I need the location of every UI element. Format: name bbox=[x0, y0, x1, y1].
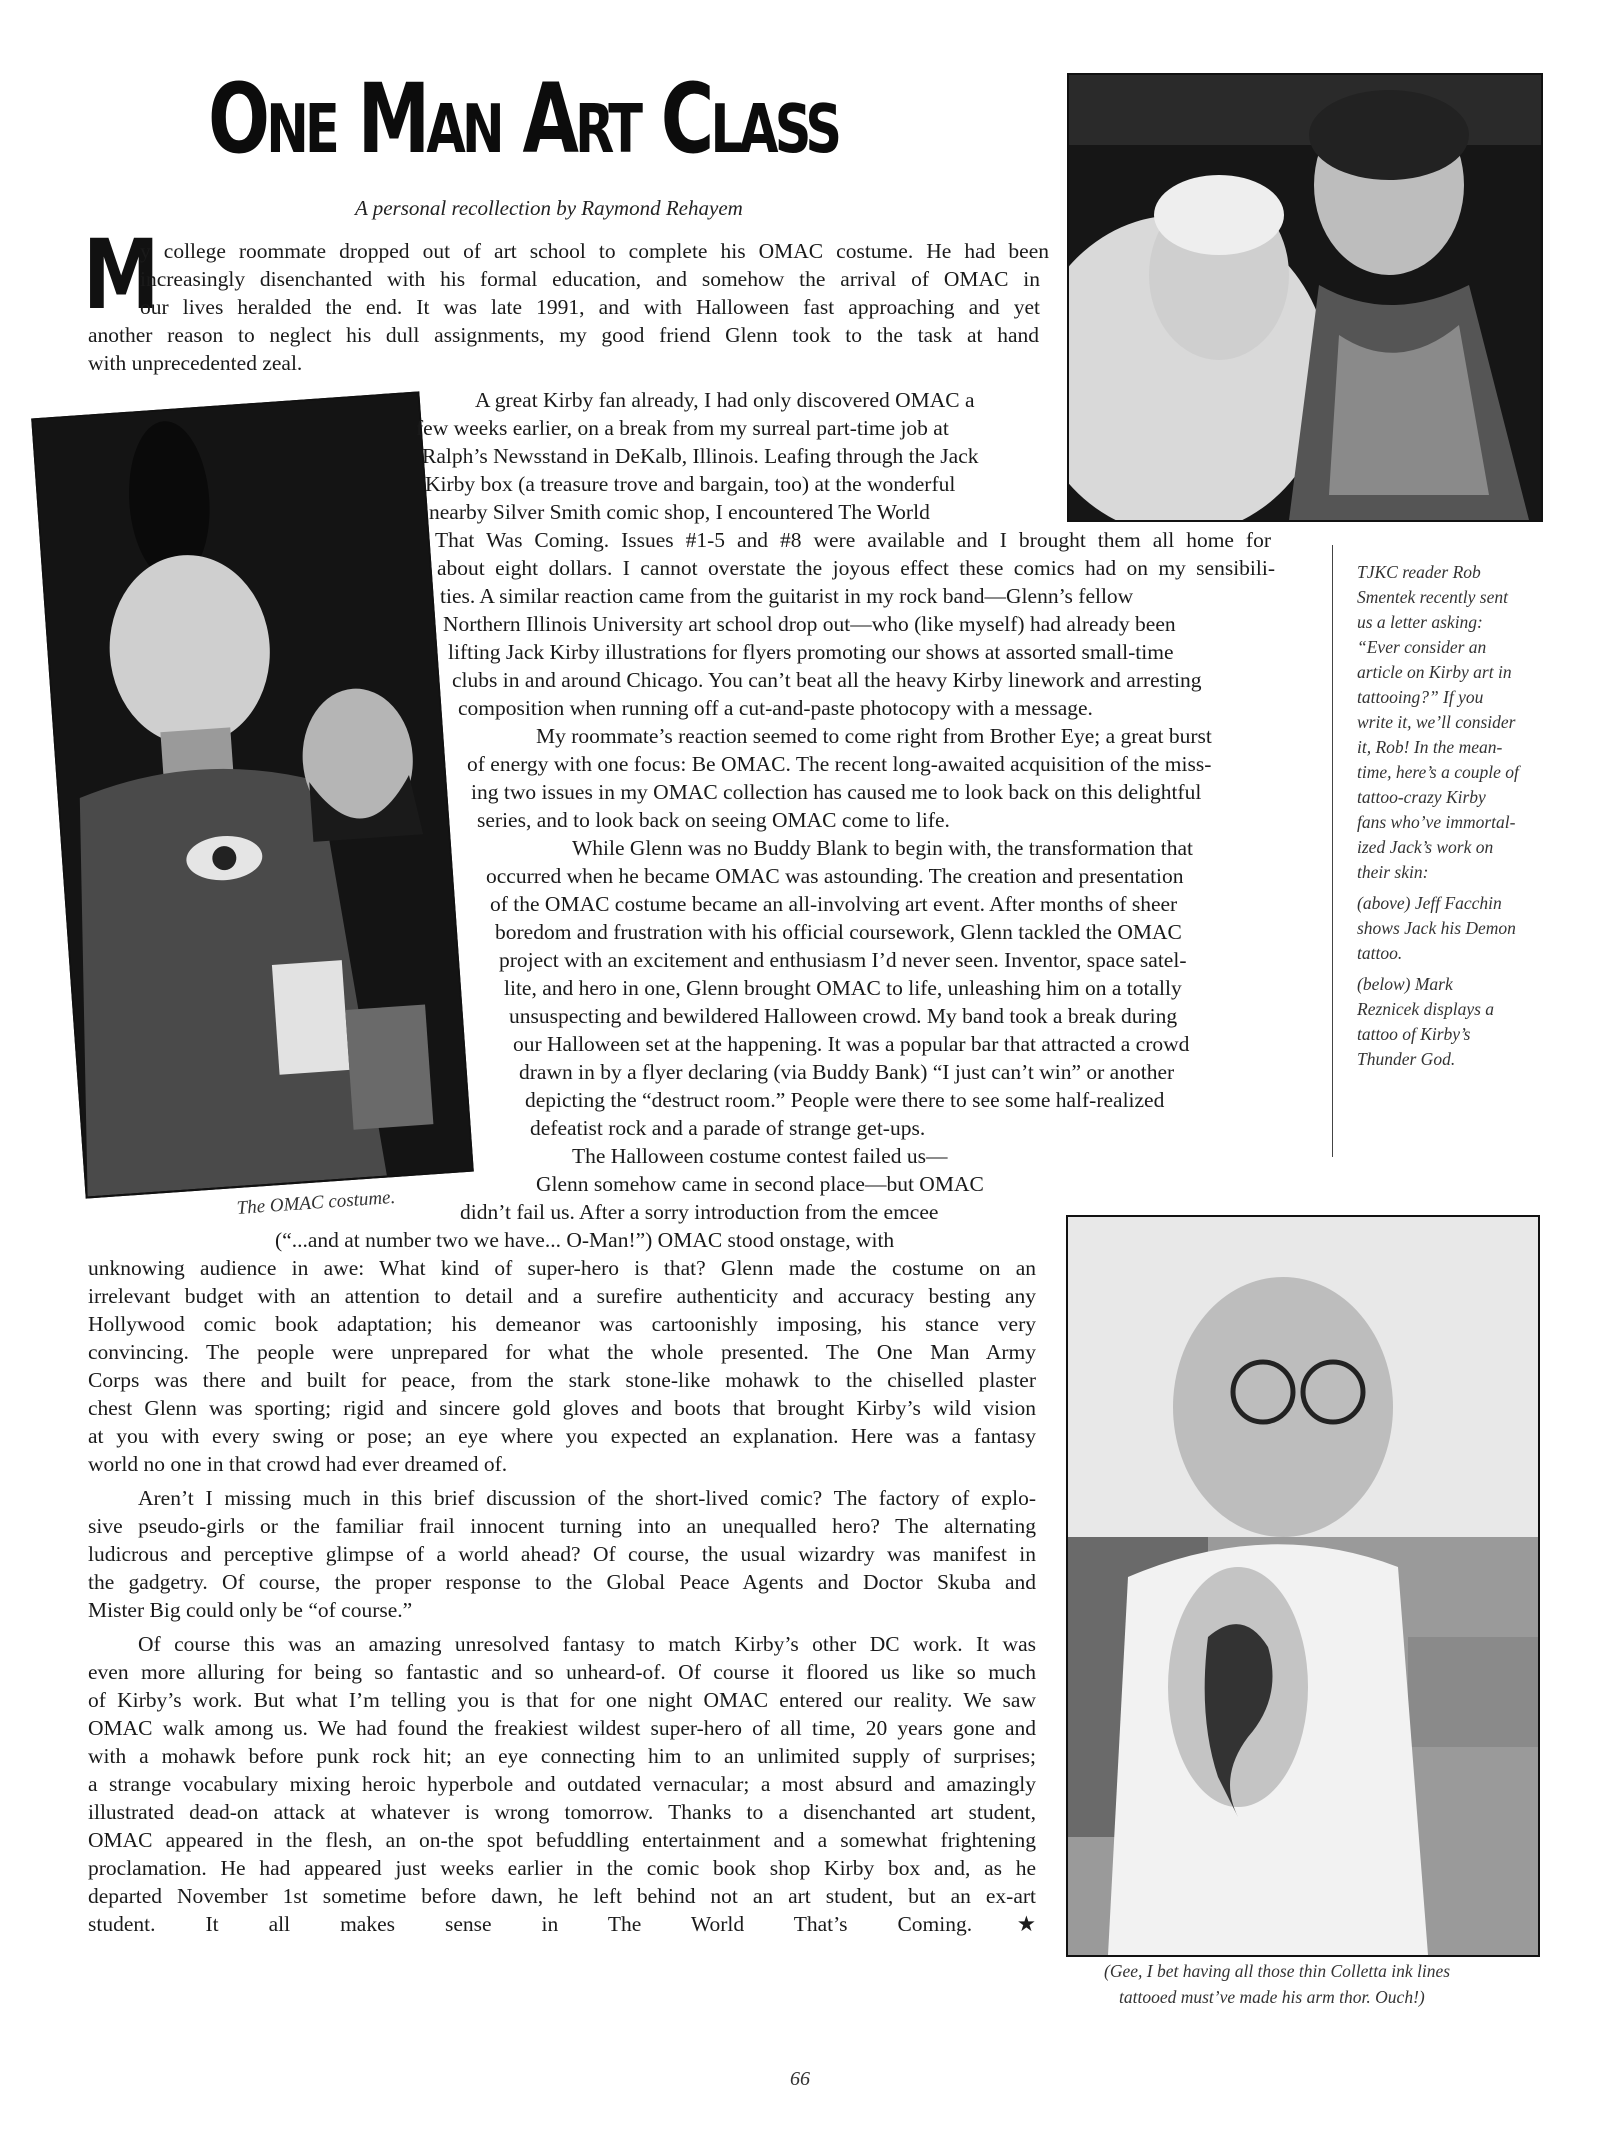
body-line-60: student. It all makes sense in The World That’s Coming.★ bbox=[88, 1912, 1036, 1936]
body-line-23: occurred when he became OMAC was astounding. The creation and presentation bbox=[486, 864, 1184, 888]
caption-omac-costume: The OMAC costume. bbox=[236, 1186, 396, 1219]
sidebar-line: their skin: bbox=[1357, 862, 1429, 882]
sidebar-line: Reznicek displays a bbox=[1357, 999, 1495, 1019]
sidebar-line: article on Kirby art in bbox=[1357, 662, 1512, 682]
sidebar-line: shows Jack his Demon bbox=[1357, 918, 1516, 938]
body-line-4: another reason to neglect his dull assignments, my good friend Glenn took to the task at hand bbox=[88, 323, 1039, 347]
body-line-31: depicting the “destruct room.” People were there to see some half-realized bbox=[525, 1088, 1165, 1112]
sidebar-line: tattoo of Kirby’s bbox=[1357, 1024, 1471, 1044]
body-line-3: our lives heralded the end. It was late 1991, and with Halloween fast approaching and yet bbox=[140, 295, 1040, 319]
body-line-21: series, and to look back on seeing OMAC come to life. bbox=[477, 808, 950, 832]
body-line-12: about eight dollars. I cannot overstate the joyous effect these comics had on my sensibili- bbox=[437, 556, 1275, 580]
body-line-34: Glenn somehow came in second place—but OMAC bbox=[536, 1172, 984, 1196]
body-line-53: OMAC walk among us. We had found the freakiest wildest super-hero of all time, 20 years gone and bbox=[88, 1716, 1036, 1740]
sidebar-line: (below) Mark bbox=[1357, 974, 1453, 994]
body-line-27: lite, and hero in one, Glenn brought OMAC to life, unleashing him on a totally bbox=[504, 976, 1182, 1000]
sidebar-line: write it, we’ll consider bbox=[1357, 712, 1516, 732]
body-line-42: chest Glenn was sporting; rigid and sincere gold gloves and boots that brought Kirby’s wild vision bbox=[88, 1396, 1036, 1420]
sidebar-divider bbox=[1332, 545, 1333, 1157]
body-line-39: Hollywood comic book adaptation; his demeanor was cartoonishly imposing, his stance very bbox=[88, 1312, 1036, 1336]
body-line-20: ing two issues in my OMAC collection has caused me to look back on this delightful bbox=[471, 780, 1202, 804]
body-line-32: defeatist rock and a parade of strange get-ups. bbox=[530, 1116, 926, 1140]
body-line-14: Northern Illinois University art school drop out—who (like myself) had already been bbox=[443, 612, 1176, 636]
body-line-57: OMAC appeared in the flesh, an on-the spot befuddling entertainment and a somewhat frightening bbox=[88, 1828, 1036, 1852]
sidebar-line: TJKC reader Rob bbox=[1357, 562, 1481, 582]
page-number: 66 bbox=[790, 2068, 810, 2090]
body-line-33: The Halloween costume contest failed us— bbox=[572, 1144, 948, 1168]
photo-omac-costume bbox=[31, 391, 474, 1198]
body-line-11: That Was Coming. Issues #1-5 and #8 were available and I brought them all home for bbox=[435, 528, 1271, 552]
body-line-29: our Halloween set at the happening. It was a popular bar that attracted a crowd bbox=[513, 1032, 1190, 1056]
body-line-6: A great Kirby fan already, I had only discovered OMAC a bbox=[475, 388, 975, 412]
body-line-7: few weeks earlier, on a break from my surreal part-time job at bbox=[416, 416, 949, 440]
sidebar-line: tattooing?” If you bbox=[1357, 687, 1484, 707]
body-line-5: with unprecedented zeal. bbox=[88, 351, 303, 375]
body-line-49: Mister Big could only be “of course.” bbox=[88, 1598, 413, 1622]
body-line-43: at you with every swing or pose; an eye where you expected an explanation. Here was a fantasy bbox=[88, 1424, 1036, 1448]
body-line-8: Ralph’s Newsstand in DeKalb, Illinois. Leafing through the Jack bbox=[422, 444, 979, 468]
byline: A personal recollection by Raymond Rehayem bbox=[355, 196, 743, 220]
photo-kirby-and-fan bbox=[1067, 73, 1543, 522]
drop-cap: M bbox=[83, 219, 160, 331]
body-line-45: Aren’t I missing much in this brief discussion of the short-lived comic? The factory of explo- bbox=[138, 1486, 1036, 1510]
body-line-58: proclamation. He had appeared just weeks earlier in the comic book shop Kirby box and, as he bbox=[88, 1856, 1036, 1880]
body-line-35: didn’t fail us. After a sorry introduction from the emcee bbox=[460, 1200, 939, 1224]
body-line-41: Corps was there and built for peace, from the stark stone-like mohawk to the chiselled plaster bbox=[88, 1368, 1036, 1392]
sidebar-line: Thunder God. bbox=[1357, 1049, 1456, 1069]
sidebar-line: tattoo. bbox=[1357, 943, 1403, 963]
sidebar-line: Smentek recently sent bbox=[1357, 587, 1508, 607]
body-line-54: with a mohawk before punk rock hit; an eye connecting him to an unlimited supply of surprises; bbox=[88, 1744, 1036, 1768]
body-line-47: ludicrous and perceptive glimpse of a world ahead? Of course, the usual wizardry was manifest in bbox=[88, 1542, 1036, 1566]
sidebar-line: “Ever consider an bbox=[1357, 637, 1487, 657]
body-line-24: of the OMAC costume became an all-involving art event. After months of sheer bbox=[490, 892, 1178, 916]
sidebar-line: time, here’s a couple of bbox=[1357, 762, 1519, 782]
article-title: One Man Art Class bbox=[208, 63, 839, 175]
body-line-25: boredom and frustration with his official coursework, Glenn tackled the OMAC bbox=[495, 920, 1182, 944]
sidebar-line: ized Jack’s work on bbox=[1357, 837, 1494, 857]
body-line-50: Of course this was an amazing unresolved fantasy to match Kirby’s other DC work. It was bbox=[138, 1632, 1036, 1656]
body-line-37: unknowing audience in awe: What kind of super-hero is that? Glenn made the costume on an bbox=[88, 1256, 1036, 1280]
body-line-9: Kirby box (a treasure trove and bargain, too) at the wonderful bbox=[425, 472, 956, 496]
caption-tattoo-line-2: tattooed must’ve made his arm thor. Ouch!) bbox=[1119, 1987, 1425, 2007]
body-line-19: of energy with one focus: Be OMAC. The recent long-awaited acquisition of the miss- bbox=[467, 752, 1212, 776]
body-line-13: ties. A similar reaction came from the guitarist in my rock band—Glenn’s fellow bbox=[440, 584, 1134, 608]
body-line-2: increasingly disenchanted with his formal education, and somehow the arrival of OMAC in bbox=[140, 267, 1040, 291]
sidebar-line: fans who’ve immortal- bbox=[1357, 812, 1516, 832]
body-line-36: (“...and at number two we have... O-Man!”) OMAC stood onstage, with bbox=[275, 1228, 895, 1252]
sidebar-line: us a letter asking: bbox=[1357, 612, 1483, 632]
body-line-48: the gadgetry. Of course, the proper response to the Global Peace Agents and Doctor Skuba and bbox=[88, 1570, 1036, 1594]
body-line-22: While Glenn was no Buddy Blank to begin with, the transformation that bbox=[572, 836, 1194, 860]
body-line-1: y college roommate dropped out of art school to complete his OMAC costume. He had been bbox=[140, 239, 1049, 263]
body-line-51: even more alluring for being so fantastic and so unheard-of. Of course it floored us like so much bbox=[88, 1660, 1036, 1684]
body-line-59: departed November 1st sometime before dawn, he left behind not an art student, but an ex-art bbox=[88, 1884, 1036, 1908]
body-line-30: drawn in by a flyer declaring (via Buddy Bank) “I just can’t win” or another bbox=[519, 1060, 1175, 1084]
body-line-55: a strange vocabulary mixing heroic hyperbole and outdated vernacular; a most absurd and amazingly bbox=[88, 1772, 1036, 1796]
body-line-16: clubs in and around Chicago. You can’t beat all the heavy Kirby linework and arresting bbox=[452, 668, 1202, 692]
body-line-56: illustrated dead-on attack at whatever is wrong tomorrow. Thanks to a disenchanted art student, bbox=[88, 1800, 1036, 1824]
caption-tattoo-line-1: (Gee, I bet having all those thin Colletta ink lines bbox=[1104, 1961, 1451, 1981]
body-line-52: of Kirby’s work. But what I’m telling you is that for one night OMAC entered our reality. We saw bbox=[88, 1688, 1036, 1712]
sidebar-line: (above) Jeff Facchin bbox=[1357, 893, 1502, 913]
sidebar-note bbox=[1357, 560, 1547, 1072]
photo-tattoo bbox=[1066, 1215, 1540, 1957]
body-line-10: nearby Silver Smith comic shop, I encountered The World bbox=[429, 500, 930, 524]
body-line-28: unsuspecting and bewildered Halloween crowd. My band took a break during bbox=[509, 1004, 1178, 1028]
sidebar-line: it, Rob! In the mean- bbox=[1357, 737, 1503, 757]
body-line-44: world no one in that crowd had ever dreamed of. bbox=[88, 1452, 508, 1476]
body-line-17: composition when running off a cut-and-paste photocopy with a message. bbox=[458, 696, 1093, 720]
body-line-46: sive pseudo-girls or the familiar frail innocent turning into an unequalled hero? The alternating bbox=[88, 1514, 1036, 1538]
body-line-18: My roommate’s reaction seemed to come right from Brother Eye; a great burst bbox=[536, 724, 1212, 748]
body-line-15: lifting Jack Kirby illustrations for flyers promoting our shows at assorted small-time bbox=[448, 640, 1174, 664]
body-line-26: project with an excitement and enthusiasm I’d never seen. Inventor, space satel- bbox=[499, 948, 1187, 972]
body-line-38: irrelevant budget with an attention to detail and a surefire authenticity and accuracy besting any bbox=[88, 1284, 1036, 1308]
body-line-40: convincing. The people were unprepared for what the whole presented. The One Man Army bbox=[88, 1340, 1036, 1364]
sidebar-line: tattoo-crazy Kirby bbox=[1357, 787, 1486, 807]
